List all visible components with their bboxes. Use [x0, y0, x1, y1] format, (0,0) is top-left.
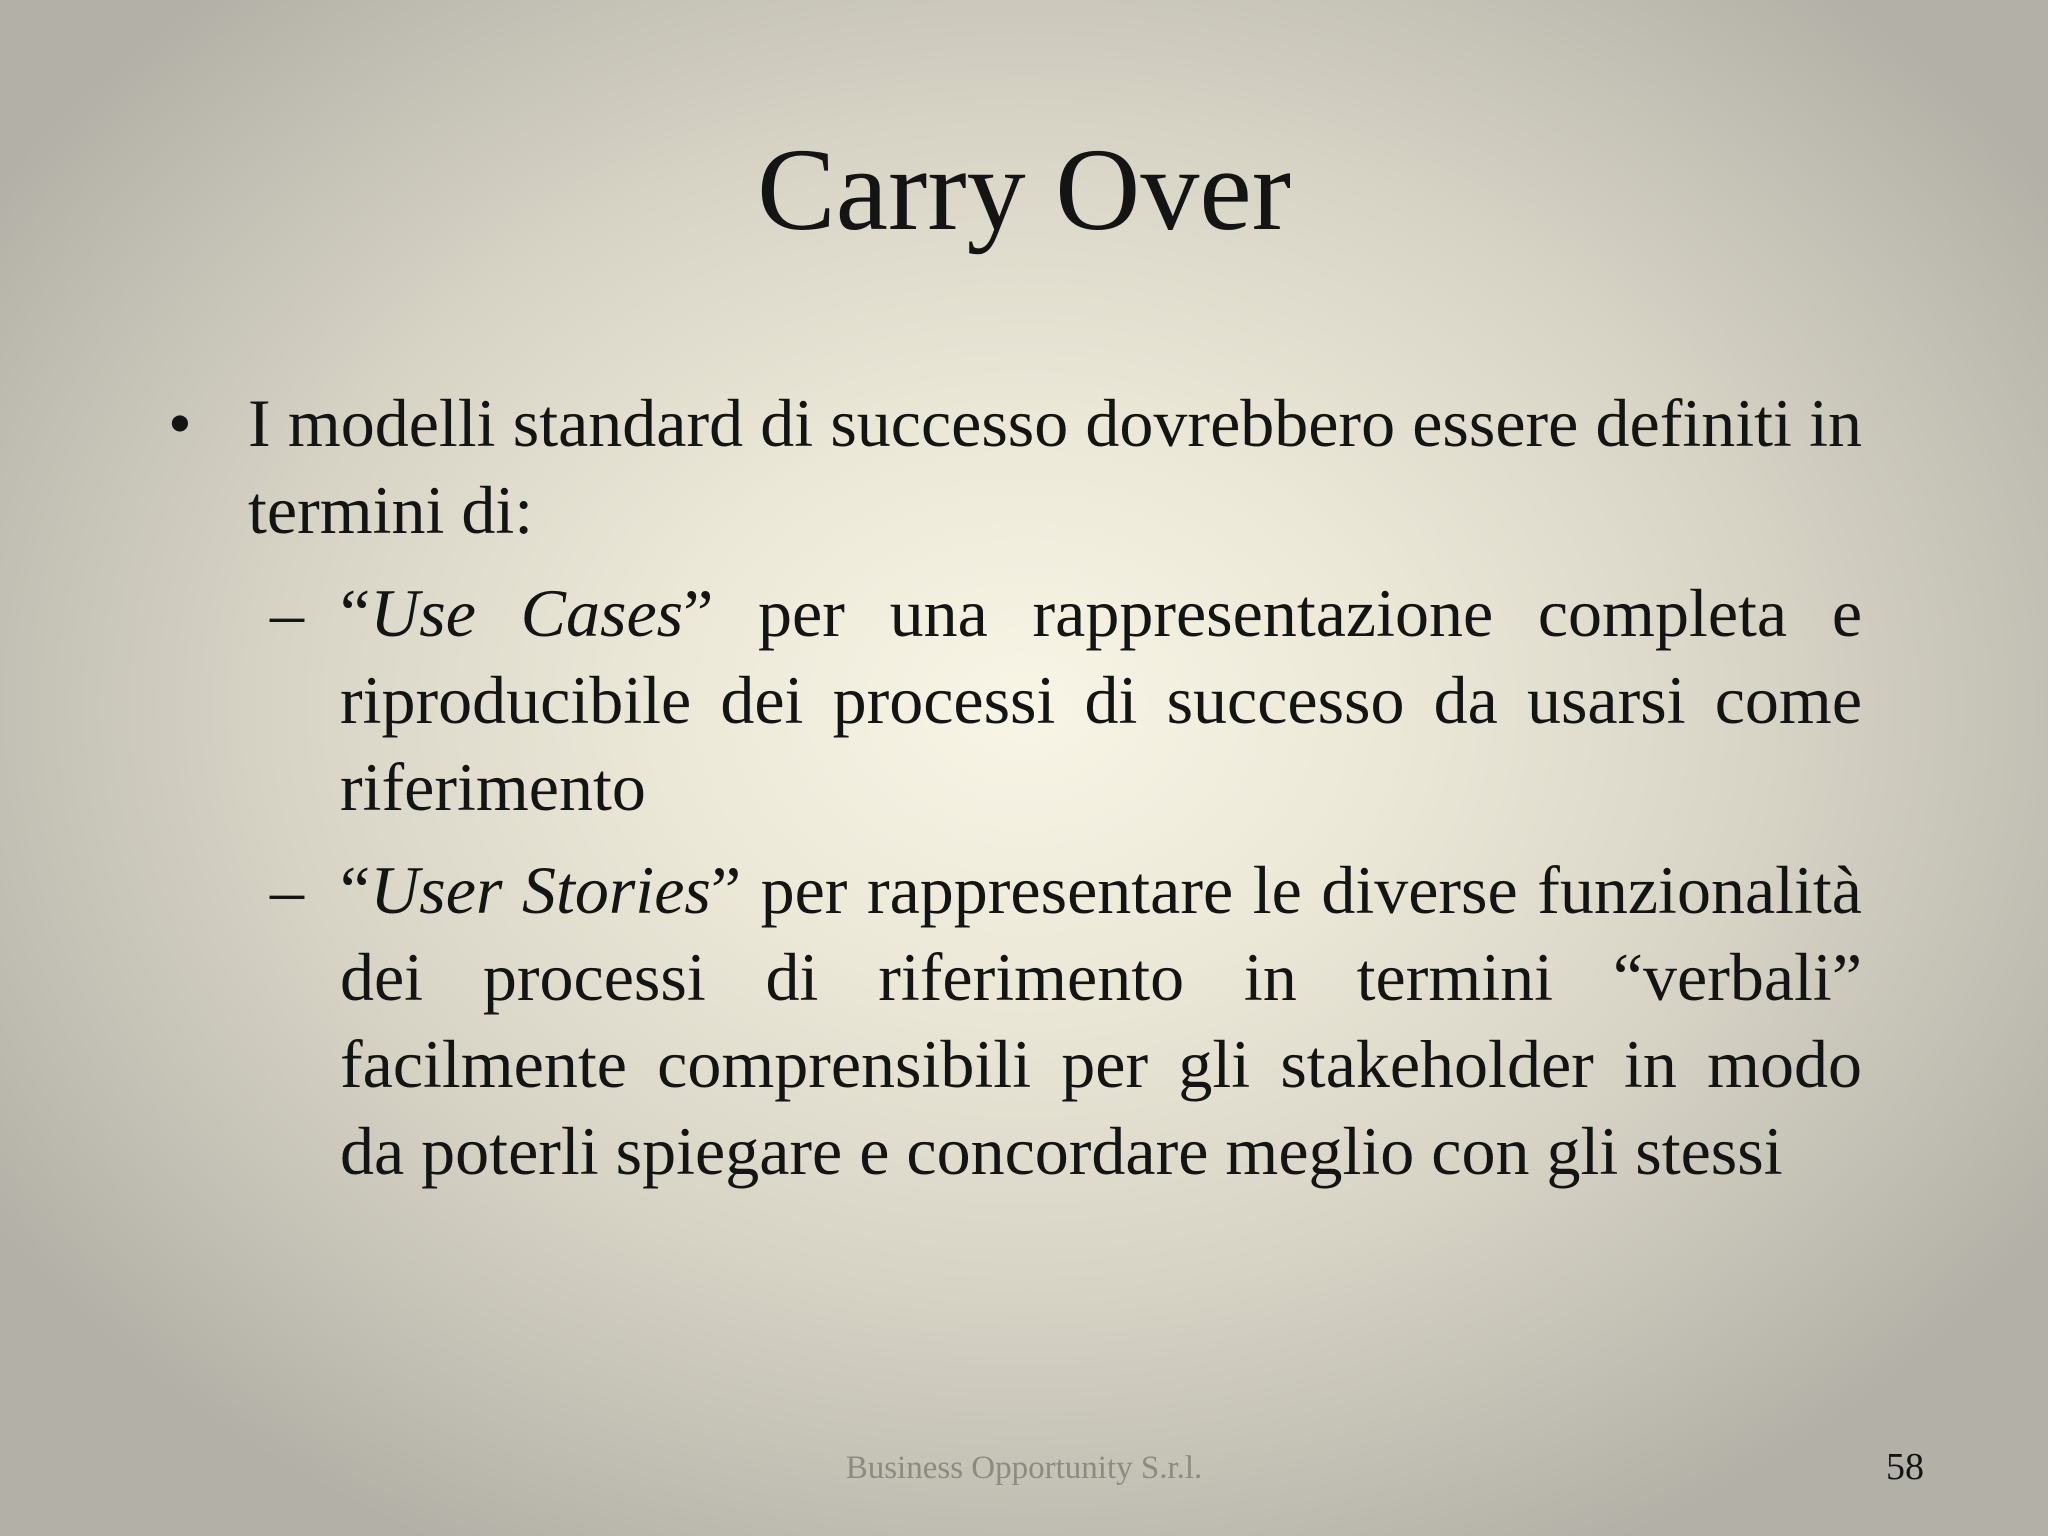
page-number: 58 — [1886, 1446, 1924, 1488]
bullet-text: I modelli standard di successo dovrebbero essere definiti in termini di: — [248, 385, 1862, 548]
bullet-dot-icon: • — [168, 385, 192, 461]
sub-bullet-text: per una rappresentazione completa e riproducibile dei processi di successo da usarsi come riferimento — [340, 575, 1862, 825]
footer-company: Business Opportunity S.r.l. — [845, 1450, 1203, 1486]
quote-close: ” — [683, 575, 714, 651]
slide-content — [168, 380, 1862, 1211]
quote-close: ” — [710, 852, 742, 928]
dash-bullet-icon: – — [270, 575, 304, 651]
sub-bullet-item-user-stories — [270, 847, 1862, 1195]
sub-bullet-item-use-cases — [270, 570, 1862, 831]
bullet-item — [168, 380, 1862, 554]
slide-title: Carry Over — [756, 124, 1292, 255]
term-user-stories: User Stories — [370, 852, 711, 928]
quote-open: “ — [340, 575, 371, 651]
quote-open: “ — [340, 852, 371, 928]
sub-bullet-text: per rappresentare le diverse funzionalità dei processi di riferimento in termini “verbali” facilmente comprensibili per gli stakeholder in modo da poterli spiegare e concordare meglio con gli stessi — [340, 852, 1862, 1189]
dash-bullet-icon: – — [270, 852, 304, 928]
term-use-cases: Use Cases — [370, 575, 684, 651]
